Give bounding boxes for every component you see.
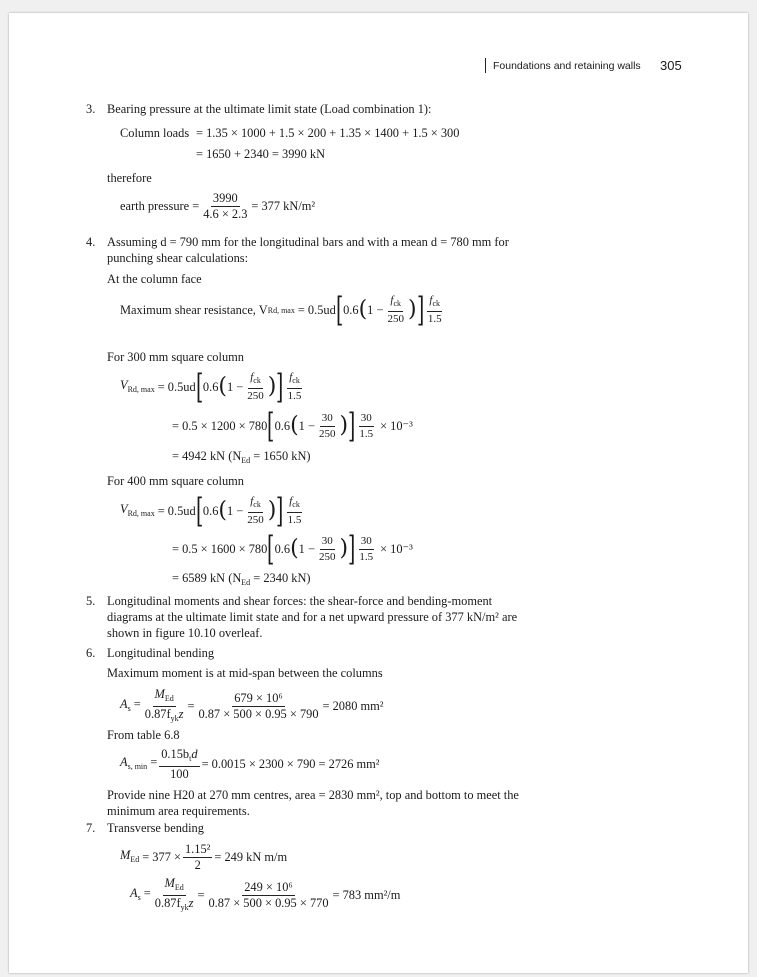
item-6-line1: Maximum moment is at mid-span between the columns bbox=[107, 666, 383, 680]
item-5-line3: shown in figure 10.10 overleaf. bbox=[107, 626, 263, 640]
earth-fraction bbox=[201, 192, 249, 221]
one-minus: 1 − bbox=[367, 302, 384, 317]
provide-line2: minimum area requirements. bbox=[107, 804, 250, 818]
earth-result: = 377 kN/m² bbox=[251, 199, 316, 213]
therefore-text: therefore bbox=[107, 171, 152, 185]
item-7-number: 7. bbox=[86, 821, 96, 835]
earth-label: earth pressure = bbox=[120, 199, 200, 213]
item-5-line1: Longitudinal moments and shear forces: the shear-force and bending-moment bbox=[107, 594, 493, 608]
paren-close: ) bbox=[407, 297, 417, 322]
as-long-equation: $A_s$ = $\frac{M_{Ed}}{0.87f_{yk}z}$ = $\frac{\text{679 × 10⁶}}{0.87 \times 500 \times 0.95 \times 790}$ = 2080 mm² bbox=[120, 687, 384, 723]
item-5-number: 5. bbox=[86, 594, 96, 608]
as-trans-equation: $A_s$ = $\frac{M_{Ed}}{0.87f_{yk}z}$ = $\frac{\text{249 × 10⁶}}{0.87 \times 500 \times 0.95 \times 770}$ = 783 mm²/m bbox=[130, 876, 401, 912]
max-shear-sub: Rd, max bbox=[267, 305, 295, 315]
item-5-line2: diagrams at the ultimate limit state and for a net upward pressure of 377 kN/m² are bbox=[107, 610, 518, 624]
max-shear-equation bbox=[120, 290, 446, 330]
c06: 0.6 bbox=[343, 302, 359, 317]
sq400-result: = 6589 kN ($N_{Ed} = 2340$ kN) bbox=[172, 571, 311, 587]
page-number: 305 bbox=[660, 58, 682, 73]
sq300-eq2: = 0.5 × 1200 × 780 [ 0.6 ( 1 − $\frac{30}{250}$ ) ] $\frac{30}{1.5}$ × 10⁻³ bbox=[172, 406, 413, 446]
earth-pressure-equation bbox=[120, 192, 315, 221]
fck-15-fraction: $\frac{f_{ck}}{1.5}$ bbox=[427, 294, 442, 325]
item-6-title: Longitudinal bending bbox=[107, 646, 215, 660]
provide-line1: Provide nine H20 at 270 mm centres, area = 2830 mm², top and bottom to meet the bbox=[107, 788, 519, 802]
item-7-title: Transverse bending bbox=[107, 821, 204, 835]
header-rule bbox=[485, 58, 486, 73]
item-6-number: 6. bbox=[86, 646, 96, 660]
sq400-eq2: = 0.5 × 1600 × 780 [ 0.6 ( 1 − $\frac{30}{250}$ ) ] $\frac{30}{1.5}$ × 10⁻³ bbox=[172, 529, 413, 569]
max-shear-label: Maximum shear resistance, V bbox=[120, 302, 268, 317]
from-table: From table 6.8 bbox=[107, 728, 180, 742]
column-loads-result: = 1650 + 2340 = 3990 kN bbox=[196, 147, 326, 161]
item-3-text: Bearing pressure at the ultimate limit state (Load combination 1): bbox=[107, 102, 432, 116]
earth-den: 4.6 × 2.3 bbox=[203, 207, 248, 221]
sq400-title: For 400 mm square column bbox=[107, 474, 244, 488]
fck-250-fraction: $\frac{f_{ck}}{250}$ bbox=[387, 294, 404, 325]
item-4-line3: At the column face bbox=[107, 272, 202, 286]
column-loads-label: Column loads bbox=[120, 126, 190, 140]
sq300-eq1: $V_{Rd, max}$ = 0.5ud [ 0.6 ( 1 − $\frac{f_{ck}}{250}$ ) ] $\frac{f_{ck}}{1.5}$ bbox=[120, 367, 302, 407]
eq-lead: = 0.5ud bbox=[297, 302, 336, 317]
item-3-number: 3. bbox=[86, 102, 96, 116]
running-title: Foundations and retaining walls bbox=[493, 60, 641, 72]
sq300-title: For 300 mm square column bbox=[107, 350, 244, 364]
item-4-line1: Assuming d = 790 mm for the longitudinal bars and with a mean d = 780 mm for bbox=[107, 235, 509, 249]
bracket-close: ] bbox=[416, 290, 424, 330]
earth-num: 3990 bbox=[212, 191, 238, 205]
item-4-line2: punching shear calculations: bbox=[107, 251, 249, 265]
sq400-eq1: $V_{Rd, max}$ = 0.5ud [ 0.6 ( 1 − $\frac{f_{ck}}{250}$ ) ] $\frac{f_{ck}}{1.5}$ bbox=[120, 491, 302, 531]
sq300-result: = 4942 kN ($N_{Ed} = 1650$ kN) bbox=[172, 449, 311, 465]
med-equation: $M_{Ed}$ = 377 × $\frac{\text{1.15²}}{2}$ = 249 kN m/m bbox=[120, 842, 288, 872]
book-page bbox=[9, 13, 748, 973]
column-loads-equation: = 1.35 × 1000 + 1.5 × 200 + 1.35 × 1400 + 1.5 × 300 bbox=[196, 126, 460, 140]
asmin-equation: $A_{s, min}$ = $\frac{0.15b_td}{100}$ = 0.0015 × 2300 × 790 = 2726 mm² bbox=[120, 747, 380, 781]
item-4-number: 4. bbox=[86, 235, 96, 249]
paren-open: ( bbox=[358, 297, 368, 322]
bracket-open: [ bbox=[335, 290, 344, 330]
